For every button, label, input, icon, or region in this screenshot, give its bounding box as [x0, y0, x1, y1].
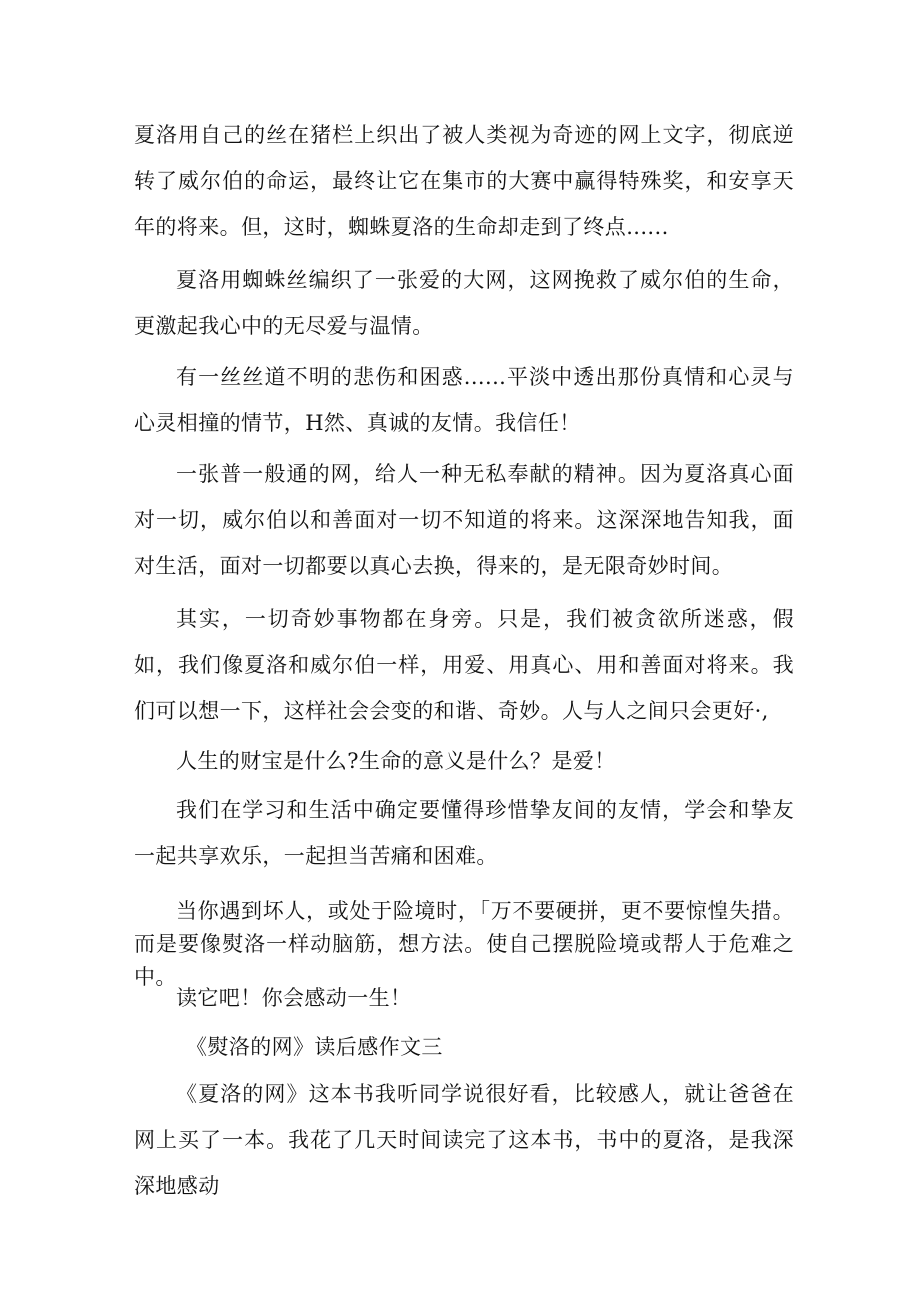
section-heading: 《熨洛的网》读后感作文三 — [186, 1035, 443, 1059]
paragraph-9: 读它吧！你会感动一生！ — [176, 986, 412, 1010]
paragraph-3: 有一丝丝道不明的悲伤和困惑......平淡中透出那份真情和心灵与心灵相撞的情节，H然、真诚的友情。我信任！ — [134, 365, 794, 435]
paragraph-4: 一张普一般通的网，给人一种无私奉献的精神。因为夏洛真心面对一切，威尔伯以和善面对一切不知道的将来。这深深地告知我，面对生活，面对一切都要以真心去换，得来的，是无限奇妙时间。 — [134, 462, 794, 578]
paragraph-1: 夏洛用自己的丝在猪栏上织出了被人类视为奇迹的网上文字，彻底逆转了威尔伯的命运，最终让它在集市的大赛中赢得特殊奖，和安享天年的将来。但，这时，蜘蛛夏洛的生命却走到了终点...... — [134, 123, 794, 239]
paragraph-6: 人生的财宝是什么?生命的意义是什么？是爱！ — [176, 749, 616, 773]
paragraph-7: 我们在学习和生活中确定要懂得珍惜挚友间的友情，学会和挚友一起共享欢乐，一起担当苦痛和困难。 — [134, 798, 794, 868]
paragraph-5: 其实，一切奇妙事物都在身旁。只是，我们被贪欲所迷惑，假如，我们像夏洛和威尔伯一样，用爱、用真心、用和善面对将来。我们可以想一下，这样社会会变的和谐、奇妙。人与人之间只会更好·, — [134, 607, 794, 723]
paragraph-10: 《夏洛的网》这本书我听同学说很好看，比较感人，就让爸爸在网上买了一本。我花了几天时间读完了这本书，书中的夏洛，是我深深地感动 — [134, 1082, 794, 1198]
paragraph-8: 当你遇到坏人，或处于险境时，「万不要硬拼，更不要惊惶失措。而是要像熨洛一样动脑筋，想方法。使自己摆脱险境或帮人于危难之中。 — [134, 899, 794, 989]
paragraph-2: 夏洛用蜘蛛丝编织了一张爱的大网，这网挽救了威尔伯的生命，更激起我心中的无尽爱与温情。 — [134, 268, 794, 338]
